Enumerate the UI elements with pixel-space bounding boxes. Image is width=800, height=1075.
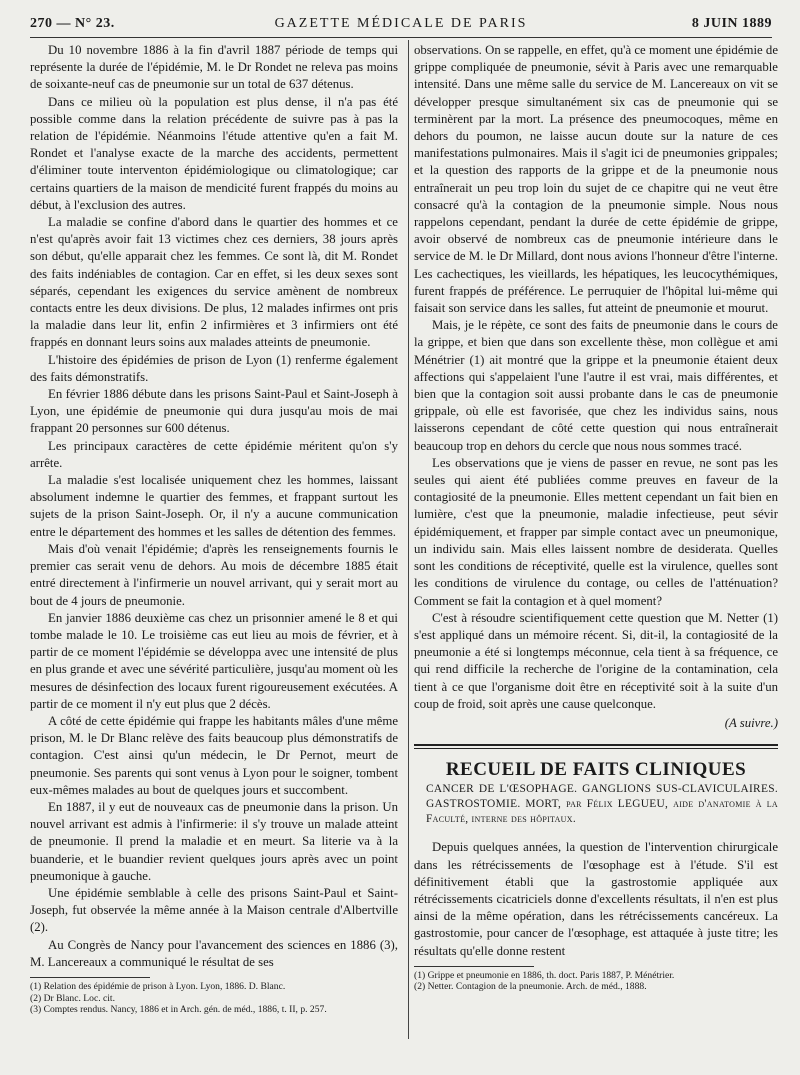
paragraph: En janvier 1886 deuxième cas chez un prisonnier amené le 8 et qui tombe malade le 10. Le troisième cas eut lieu au mois de février, et à partir de ce moment l'épidémie se développa avec une intensité de plus en plus grande et avec une sévérité particulière, jusqu'au moment où les mesures de désinfection des locaux furent rigoureusement exécutées. A partir de ce moment il n'y eut plus que 2 décès.	[30, 610, 398, 711]
footnote-rule	[414, 966, 534, 967]
left-column	[30, 42, 398, 1016]
footnote: (1) Grippe et pneumonie en 1886, th. doct. Paris 1887, P. Ménétrier.	[414, 969, 675, 981]
paragraph: A côté de cette épidémie qui frappe les habitants mâles d'une même prison, M. le Dr Blanc relève des faits beaucoup plus démonstratifs de contagion. C'est ainsi qu'un médecin, le Dr Pernot, meurt de pneumonie. Ses parents qui sont venus à Lyon pour le soigner, tombent eux-mêmes malades au bout de quelques jours et succombent.	[30, 713, 398, 797]
paragraph: L'histoire des épidémies de prison de Lyon (1) renferme également des faits démonstratifs.	[30, 352, 398, 384]
column-divider	[408, 40, 409, 1039]
paragraph: Mais, je le répète, ce sont des faits de pneumonie dans le cours de la grippe, et bien que dans son excellente thèse, mon collègue et ami Ménétrier (1) ait montré que la grippe et la pneumonie étaient deux affections qui s'appelaient l'une l'autre il est vrai, mais différentes, et bien que la contagion soit aussi probante dans le cas de pneumonie grippale, où elle est favorisée, que chez les individus sains, nous laisserons cependant de côté cette question qui nous entraînerait beaucoup trop en dehors du cercle que nous nous sommes tracé.	[414, 318, 778, 453]
section-title: RECUEIL DE FAITS CLINIQUES	[445, 759, 747, 781]
section-rule-thin	[414, 748, 778, 749]
paragraph: Une épidémie semblable à celle des prisons Saint-Paul et Saint-Joseph, fut observée la même année à la Maison centrale d'Albertville (2).	[30, 885, 398, 935]
paragraph: C'est à résoudre scientifiquement cette question que M. Netter (1) s'est appliqué dans un mémoire récent. Si, dit-il, la contagiosité de la pneumonie a été si longtemps méconnue, cela tient à sa fréquence, ce qui rend difficile la recherche de l'origine de la contamination, cela tient à ce que l'organisme doit être en réceptivité soit à la suite d'un coup de froid, soit après une cause quelconque.	[414, 610, 778, 711]
issue-date: 8 JUIN 1889	[691, 16, 772, 31]
paragraph: Les principaux caractères de cette épidémie méritent qu'on s'y arrête.	[30, 438, 398, 470]
paragraph: En février 1886 débute dans les prisons Saint-Paul et Saint-Joseph à Lyon, une épidémie de pneumonie qui dura jusqu'au mois de mai frappant 20 personnes sur 600 détenus.	[30, 387, 398, 436]
footnote: (3) Comptes rendus. Nancy, 1886 et in Arch. gén. de méd., 1886, t. II, p. 257.	[30, 1004, 327, 1016]
header-rule	[30, 37, 772, 38]
right-column	[414, 42, 778, 993]
page-number: 270 — N° 23.	[30, 16, 115, 31]
paragraph: Les observations que je viens de passer en revue, ne sont pas les seules qui aient été publiées comme preuves en faveur de la contagiosité de la pneumonie. Elles mettent cependant un fait bien en lumière, c'est que la pneumonie, maladie infectieuse, peut sévir épidémiquement, et frapper par simple contact avec un pneumonique, un individu sain. Mais elles laissent nombre de desiderata. Quelles sont les conditions de réceptivité, quelle est la virulence, quelles sont les conditions de virulence du contage, ou celles de l'atténuation? Comment se fait la contagion et à quel moment?	[414, 455, 778, 608]
paragraph: En 1887, il y eut de nouveaux cas de pneumonie dans la prison. Un nouvel arrivant est admis à l'infirmerie: il s'y trouve un malade atteint de pneumonie. Il prend la maladie et en meurt. Sa literie va à la buanderie, et le buandier revient quelques jours après avec un point pneumonique à gauche.	[30, 799, 398, 883]
paragraph: Dans ce milieu où la population est plus dense, il n'a pas été possible comme dans la relation précédente de suivre pas à pas la relation de l'épidémie. Néanmoins l'étude attentive qu'en a fait M. Rondet et l'analyse exacte de la marche des accidents, permettent d'éliminer toute interventon épidémiologique ou climatologique; car certains quartiers de la maison de mendicité furent frappés du moins au début, à l'exclusion des autres.	[30, 94, 398, 212]
paragraph: observations. On se rappelle, en effet, qu'à ce moment une épidémie de grippe compliquée de pneumonie, sévit à Paris avec une remarquable intensité. Dans une même salle du service de M. Lancereaux on vit se développer presque simultanément six cas de pneumonie qui se terminèrent par la mort. La présence des pneumocoques, même en dehors du poumon, ne laisse aucun doute sur la nature de ces manifestations pulmonaires. Mais il s'agit ici de pneumonies grippales; et la question des rapports de la grippe et de la pneumonie nous entraînerait un peu trop loin du sujet de ce chapitre qui ne veut être consacré qu'à la contagion de la pneumonie simple. Nous nous rappelons cependant, pendant la durée de cette épidémie de grippe, avoir observé de nombreux cas de pneumonie intérieure dans le service de M. le Dr Millard, dont nous avions l'honneur d'être l'interne. Les cachectiques, les vieillards, les hépatiques, les leucocythémiques, furent frappés de préférence. Le perruquier de l'hôpital lui-même qui faisait son service dans les salles, fut atteint de pneumonie et mourut.	[414, 43, 778, 316]
paragraph: Depuis quelques années, la question de l'intervention chirurgicale dans les rétrécissements de l'œsophage est à l'étude. S'il est définitivement établi que la gastrostomie appliquée aux rétrécissements cicatriciels donne d'excellents résultats, il n'en est plus ainsi de la même opération, dans les rétrécissements cancéreux. La gastrostomie, pour cancer de l'œsophage, est attaquée à juste titre; les résultats qu'elle donne restent	[414, 840, 778, 958]
paragraph: Au Congrès de Nancy pour l'avancement des sciences en 1886 (3), M. Lancereaux a communiqué le résultat de ses	[30, 937, 398, 969]
footnote-rule	[30, 977, 150, 978]
paragraph: Mais d'où venait l'épidémie; d'après les renseignements fournis le premier cas serait venu de dehors. Au mois de décembre 1885 était entré directement à l'infirmerie un nouvel arrivant, qui y serait mort au bout de 4 jours de pneumonie.	[30, 541, 398, 608]
to-be-continued: (A suivre.)	[724, 715, 778, 730]
case-title: CANCER DE L'ŒSOPHAGE. GANGLIONS SUS-CLAVICULAIRES. GASTROSTOMIE. MORT, par Félix LEGUEU, aide d'anatomie à la Faculté, interne des hôpitaux.	[426, 783, 778, 826]
paragraph: La maladie se confine d'abord dans le quartier des hommes et ce n'est qu'après avoir fait 13 victimes chez ces derniers, 38 jours après son début, qu'elle apparait chez les femmes. Ce sont là, dit M. Rondet des faits indéniables de contagion. Car en effet, si les deux sexes sont séparés, cependant les exigences du service amènent de nombreux contacts entre les deux divisions. De plus, 12 malades infirmes ont pris la maladie dans leur lit, enfin 2 infirmières et 3 infirmiers ont été frappés en donnant leurs soins aux malades atteints de pneumonie.	[30, 215, 398, 350]
paragraph: Du 10 novembre 1886 à la fin d'avril 1887 période de temps qui représente la durée de l'épidémie, M. le Dr Rondet ne releva pas moins de soixante-neuf cas de pneumonie sur un total de 637 détenus.	[30, 43, 398, 92]
footnote: (2) Dr Blanc. Loc. cit.	[30, 992, 115, 1004]
footnote: (2) Netter. Contagion de la pneumonie. Arch. de méd., 1888.	[414, 981, 647, 993]
paragraph: La maladie s'est localisée uniquement chez les hommes, laissant absolument indemne le quartier des femmes, et frappant surtout les sujets de la prison Saint-Joseph. Or, il n'y a aucune communication entre le département des hommes et les salles de détention des femmes.	[30, 473, 398, 539]
journal-title: GAZETTE MÉDICALE DE PARIS	[274, 16, 528, 31]
footnote: (1) Relation des épidémie de prison à Lyon. Lyon, 1886. D. Blanc.	[30, 980, 286, 992]
page-header	[30, 14, 772, 38]
section-rule	[414, 744, 778, 746]
